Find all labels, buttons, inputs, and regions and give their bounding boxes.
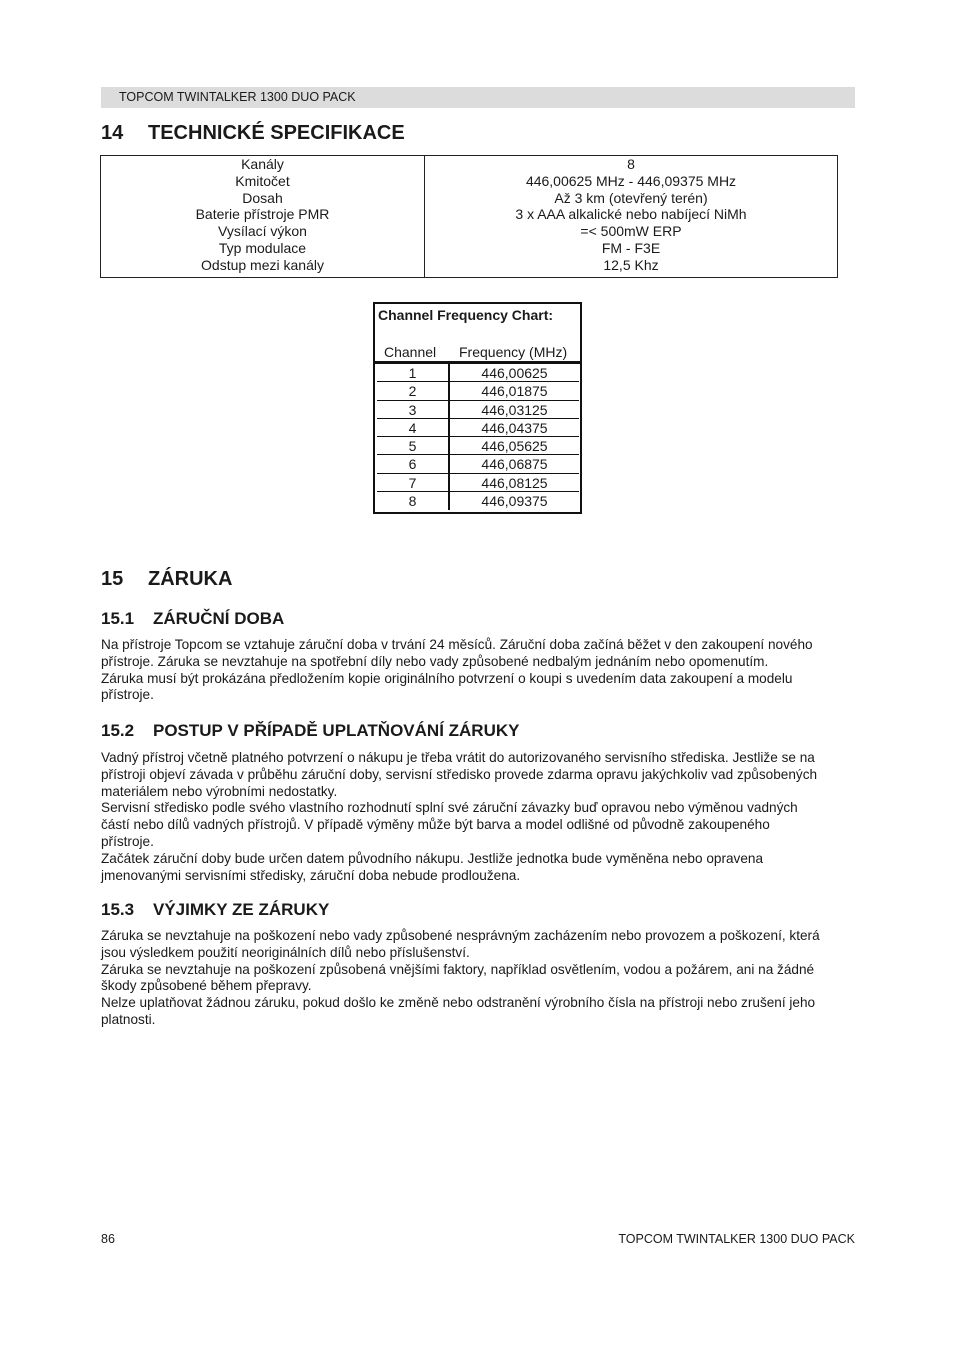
chart-channel-cell: 2	[377, 382, 450, 399]
section-number: 15.3	[101, 900, 135, 919]
text-line: Vadný přístroj včetně platného potvrzení o nákupu je třeba vrátit do autorizovaného servisního střediska. Jestliže se na	[101, 750, 815, 765]
spec-value: 12,5 Khz	[603, 256, 659, 273]
spec-label: Kanály	[241, 156, 284, 172]
text-line: Na přístroje Topcom se vztahuje záruční doba v trvání 24 měsíců. Záruční doba začíná běžet v den zakoupení nového	[101, 637, 813, 652]
chart-row	[377, 401, 579, 419]
section-15-heading	[101, 568, 232, 591]
chart-row	[377, 474, 579, 492]
text-line: přístroje.	[101, 687, 154, 703]
text-line: Servisní středisko podle svého vlastního rozhodnutí splní své záruční závazky buď opravou nebo výměnou vadných	[101, 800, 798, 816]
chart-frequency-cell: 446,06875	[481, 456, 548, 473]
text-line: materiálem nebo výrobními nedostatky.	[101, 783, 338, 799]
text-line: přístroje.	[101, 833, 154, 849]
channel-frequency-chart	[373, 302, 582, 514]
header-title: TOPCOM TWINTALKER 1300 DUO PACK	[119, 90, 356, 104]
spec-value: Až 3 km (otevřený terén)	[554, 189, 708, 206]
chart-title: Channel Frequency Chart:	[378, 307, 554, 323]
section-number: 15.1	[101, 609, 135, 628]
spec-value: 3 x AAA alkalické nebo nabíjecí NiMh	[515, 206, 747, 223]
chart-frequency-cell: 446,00625	[481, 365, 548, 381]
section-15-1-text	[101, 637, 861, 704]
chart-frequency-cell: 446,05625	[481, 438, 548, 455]
chart-channel-cell: 8	[377, 492, 450, 510]
chart-channel-cell: 7	[377, 474, 450, 491]
running-header	[101, 87, 855, 108]
spec-value: FM - F3E	[601, 239, 661, 256]
section-title: VÝJIMKY ZE ZÁRUKY	[153, 900, 330, 919]
spec-label: Typ modulace	[218, 239, 307, 256]
chart-row	[377, 455, 579, 473]
chart-channel-cell: 3	[377, 401, 450, 418]
spec-table	[100, 155, 838, 278]
spec-label: Baterie přístroje PMR	[195, 206, 330, 223]
text-line: platnosti.	[101, 1011, 156, 1027]
section-number: 15	[101, 568, 124, 590]
page-number: 86	[101, 1232, 115, 1246]
chart-frequency-cell: 446,09375	[481, 493, 548, 510]
text-line: Nelze uplatňovat žádnou záruku, pokud došlo ke změně nebo odstranění výrobního čísla na přístroji nebo zrušení jeho	[101, 995, 816, 1011]
spec-value: 8	[627, 156, 635, 172]
section-15-3-text	[101, 928, 861, 1029]
chart-row	[377, 364, 579, 382]
text-line: přístroji objeví závada v průběhu záruční doby, servisní středisko provede zdarma opravu jakýchkoliv vad způsobených	[101, 766, 818, 782]
section-title: ZÁRUČNÍ DOBA	[153, 609, 285, 628]
section-14-heading	[101, 122, 405, 145]
text-line: jsou výsledkem použití neoriginálních dílů nebo příslušenství.	[101, 944, 470, 960]
spec-value: 446,00625 MHz - 446,09375 MHz	[525, 172, 737, 189]
chart-row	[377, 492, 579, 510]
spec-label: Kmitočet	[235, 172, 290, 189]
chart-channel-cell: 6	[377, 455, 450, 472]
text-line: jmenovanými servisními středisky, záruční doba nebude prodloužena.	[101, 867, 521, 883]
section-number: 14	[101, 122, 124, 144]
spec-label: Vysílací výkon	[218, 223, 307, 240]
chart-frequency-cell: 446,04375	[481, 419, 548, 436]
chart-frequency-cell: 446,01875	[481, 383, 548, 400]
chart-frequency-cell: 446,08125	[481, 474, 548, 491]
section-15-2-heading	[101, 721, 519, 741]
chart-channel-cell: 1	[377, 364, 450, 381]
section-15-3-heading	[101, 900, 329, 920]
text-line: Záruka se nevztahuje na poškození nebo vady způsobené nesprávným zacházením nebo provozem a poškození, která	[101, 928, 820, 943]
chart-frequency-cell: 446,03125	[481, 401, 548, 418]
text-line: Záruka musí být prokázána předložením kopie originálního potvrzení o koupi s uvedením data zakoupení a modelu	[101, 670, 793, 686]
section-15-2-text	[101, 750, 861, 884]
chart-row	[377, 382, 579, 400]
spec-values-column	[425, 156, 837, 277]
section-title: POSTUP V PŘÍPADĚ UPLATŇOVÁNÍ ZÁRUKY	[153, 721, 520, 740]
chart-channel-cell: 5	[377, 437, 450, 454]
chart-header-frequency: Frequency (MHz)	[459, 344, 568, 360]
chart-header-channel: Channel	[384, 344, 437, 360]
text-line: škody způsobené během přepravy.	[101, 978, 312, 994]
chart-rows	[377, 364, 579, 510]
section-15-1-heading	[101, 609, 284, 629]
spec-value: =< 500mW ERP	[580, 223, 682, 240]
section-title: ZÁRUKA	[148, 568, 233, 590]
section-number: 15.2	[101, 721, 135, 740]
spec-label: Dosah	[242, 189, 283, 206]
footer-title: TOPCOM TWINTALKER 1300 DUO PACK	[618, 1232, 855, 1246]
text-line: Začátek záruční doby bude určen datem původního nákupu. Jestliže jednotka bude vyměněna nebo opravena	[101, 850, 764, 866]
spec-labels-column	[101, 156, 425, 277]
text-line: Záruka se nevztahuje na poškození způsobená vnějšími faktory, například osvětlením, vodou a požárem, ani na žádné	[101, 961, 815, 977]
text-line: přístroje. Záruka se nevztahuje na spotřební díly nebo vady způsobené nedbalým jednáním nebo opomenutím.	[101, 653, 769, 669]
chart-row	[377, 437, 579, 455]
chart-channel-cell: 4	[377, 419, 450, 436]
chart-row	[377, 419, 579, 437]
spec-label: Odstup mezi kanály	[201, 256, 324, 273]
section-title: TECHNICKÉ SPECIFIKACE	[148, 122, 405, 144]
text-line: částí nebo dílů vadných přístrojů. V případě výměny může být barva a model odlišné od původně zakoupeného	[101, 817, 770, 833]
